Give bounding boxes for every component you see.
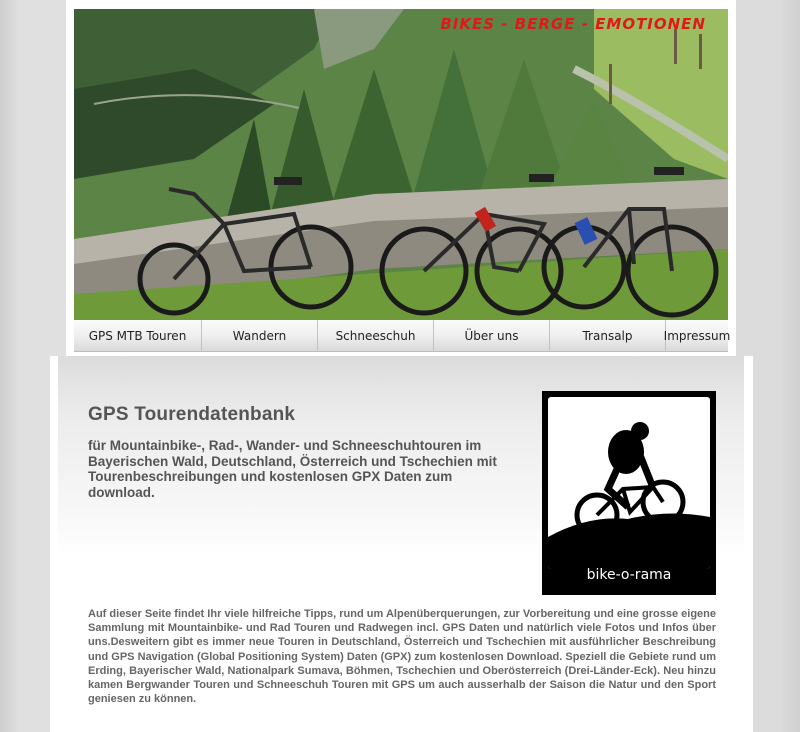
page-subtitle: für Mountainbike-, Rad-, Wander- und Schneeschuhtouren im Bayerischen Wald, Deutschland, Österreich und Tschechien mit Tourenbeschreibungen und kostenlosen GPX Daten zum download. (88, 438, 497, 500)
nav-item-gps-mtb-touren[interactable]: GPS MTB Touren (74, 320, 202, 352)
nav-item-wandern[interactable]: Wandern (202, 320, 318, 352)
nav-item-impressum[interactable]: Impressum (663, 329, 731, 343)
logo-text: bike-o-rama (586, 567, 672, 583)
page-title: GPS Tourendatenbank (88, 404, 296, 425)
hero-photo (74, 9, 728, 320)
nav-item-ueber-uns[interactable]: Über uns (434, 320, 550, 352)
intro-paragraph: Auf dieser Seite findet Ihr viele hilfreiche Tipps, rund um Alpenüberquerungen, zur Vorbereitung und eine grosse eigene Sammlung mit Mountainbike- und Rad Touren und Radwegen incl. GPS Daten und natürlich viele Fotos und Infos über uns.Desweitern gibt es immer neue Touren in Deutschland, Österreich und Tschechien mit ausführlicher Beschreibung und GPS Navigation (Global Positioning System) Daten (GPX) zum kostenlosen Download. Speziell die Gebiete rund um Erding, Bayerischer Wald, Nationalpark Sumava, Böhmen, Tschechien und Oberösterreich (Drei-Länder-Eck). Neu hinzu kamen Bergwander Touren und Schneeschuh Touren mit GPS um auch ausserhalb der Saison die Natur und den Sport geniesen zu können. (88, 608, 716, 706)
bike-o-rama-logo[interactable] (542, 391, 716, 595)
logo-image-area (548, 397, 710, 569)
mountain-biker-icon (548, 397, 710, 569)
hero-image (74, 9, 728, 320)
header-slogan: BIKES - BERGE - EMOTIONEN (440, 15, 706, 33)
nav-item-schneeschuh[interactable]: Schneeschuh (318, 320, 434, 352)
main-navigation (74, 320, 731, 352)
nav-item-transalp[interactable]: Transalp (550, 320, 666, 352)
